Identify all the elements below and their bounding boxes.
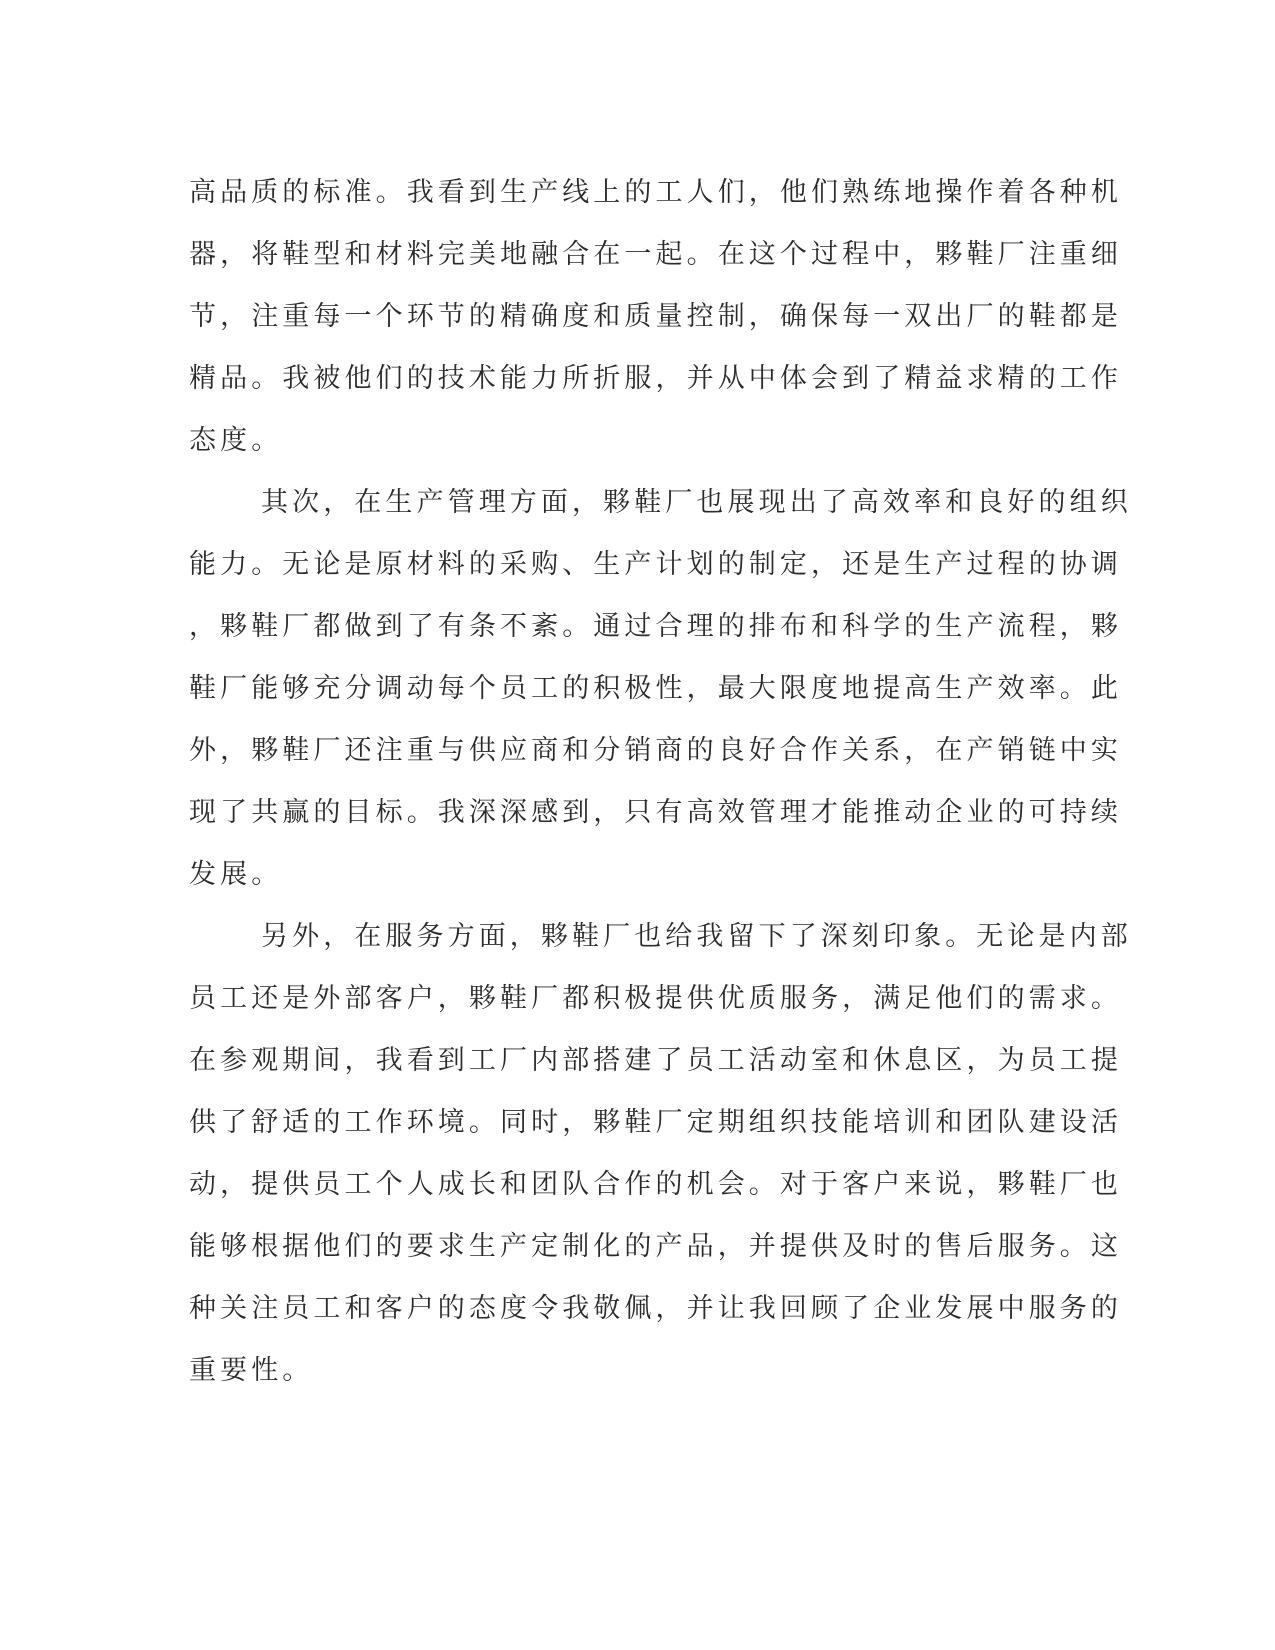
body-text xyxy=(189,162,1132,1402)
text-line: 态度。 xyxy=(189,425,283,456)
text-line: 动，提供员工个人成长和团队合作的机会。对于客户来说，夥鞋厂也 xyxy=(189,1169,1122,1200)
text-line: ，夥鞋厂都做到了有条不紊。通过合理的排布和科学的生产流程，夥 xyxy=(189,611,1122,642)
text-line: 员工还是外部客户，夥鞋厂都积极提供优质服务，满足他们的需求。 xyxy=(189,983,1122,1014)
paragraph xyxy=(189,162,1122,472)
text-line: 鞋厂能够充分调动每个员工的积极性，最大限度地提高生产效率。此 xyxy=(189,673,1122,704)
text-line: 在参观期间，我看到工厂内部搭建了员工活动室和休息区，为员工提 xyxy=(189,1045,1122,1076)
paragraph xyxy=(189,472,1132,906)
text-line: 种关注员工和客户的态度令我敬佩，并让我回顾了企业发展中服务的 xyxy=(189,1293,1122,1324)
text-line: 发展。 xyxy=(189,859,283,890)
text-line: 现了共赢的目标。我深深感到，只有高效管理才能推动企业的可持续 xyxy=(189,797,1122,828)
text-line: 其次，在生产管理方面，夥鞋厂也展现出了高效率和良好的组织 xyxy=(261,487,1132,518)
text-line: 节，注重每一个环节的精确度和质量控制，确保每一双出厂的鞋都是 xyxy=(189,301,1122,332)
paragraph xyxy=(189,906,1132,1402)
text-line: 能力。无论是原材料的采购、生产计划的制定，还是生产过程的协调 xyxy=(189,549,1122,580)
text-line: 精品。我被他们的技术能力所折服，并从中体会到了精益求精的工作 xyxy=(189,363,1122,394)
text-line: 能够根据他们的要求生产定制化的产品，并提供及时的售后服务。这 xyxy=(189,1231,1122,1262)
text-line: 高品质的标准。我看到生产线上的工人们，他们熟练地操作着各种机 xyxy=(189,177,1122,208)
text-line: 器，将鞋型和材料完美地融合在一起。在这个过程中，夥鞋厂注重细 xyxy=(189,239,1122,270)
text-line: 外，夥鞋厂还注重与供应商和分销商的良好合作关系，在产销链中实 xyxy=(189,735,1122,766)
text-line: 重要性。 xyxy=(189,1355,314,1386)
text-line: 供了舒适的工作环境。同时，夥鞋厂定期组织技能培训和团队建设活 xyxy=(189,1107,1122,1138)
text-line: 另外，在服务方面，夥鞋厂也给我留下了深刻印象。无论是内部 xyxy=(261,921,1132,952)
